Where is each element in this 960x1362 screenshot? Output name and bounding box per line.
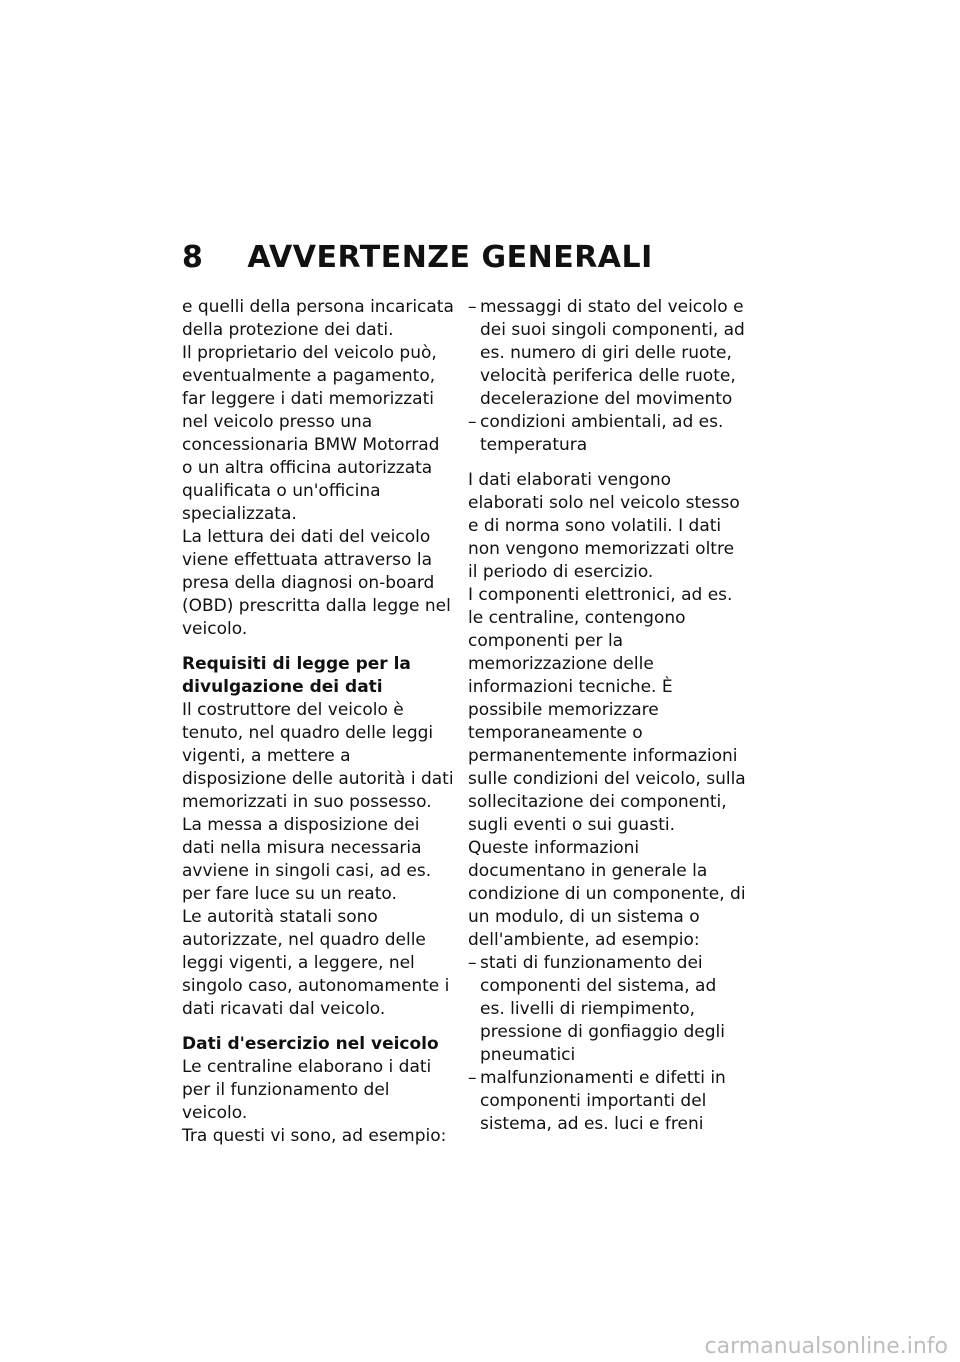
paragraph: Il costruttore del veicolo è tenuto, nel quadro delle leggi vigenti, a mettere a disposizione delle autorità i dati memorizzati in suo possesso. La messa a disposizione dei dati nella misura necessaria avviene in singoli casi, ad es. per fare luce su un reato.: [182, 700, 454, 904]
paragraph: I dati elaborati vengono elaborati solo nel veicolo stesso e di norma sono volatili. I dati non vengono memorizzati oltre il periodo di esercizio.: [468, 470, 740, 582]
chapter-number: 8: [182, 240, 204, 275]
paragraph: Queste informazioni documentano in generale la condizione di un componente, di un modulo, di un sistema o dell'ambiente, ad esempio:: [468, 838, 746, 950]
list-item: – stati di funzionamento dei componenti del sistema, ad es. livelli di riempimento, pressione di gonfiaggio degli pneumatici: [468, 952, 746, 1067]
paragraph: Le centraline elaborano i dati per il funzionamento del veicolo.: [182, 1057, 432, 1123]
left-column: [182, 296, 454, 1148]
paragraph: Le autorità statali sono autorizzate, nel quadro delle leggi vigenti, a leggere, nel singolo caso, autonomamente i dati ricavati dal veicolo.: [182, 907, 450, 1019]
bullet-list: [468, 952, 746, 1136]
watermark: carmanualsonline.info: [704, 1334, 948, 1359]
paragraph: Il proprietario del veicolo può, eventualmente a pagamento, far leggere i dati memorizzati nel veicolo presso una concessionaria BMW Motorrad o un altra officina autorizzata qualificata o un'officina specializzata.: [182, 343, 440, 524]
chapter-title: AVVERTENZE GENERALI: [247, 240, 653, 275]
list-item: – condizioni ambientali, ad es. temperatura: [468, 411, 746, 457]
section-heading: Dati d'esercizio nel veicolo: [182, 1034, 439, 1054]
section-heading: Requisiti di legge per la divulgazione dei dati: [182, 654, 411, 697]
bullet-list: [468, 296, 746, 457]
list-item: – messaggi di stato del veicolo e dei suoi singoli componenti, ad es. numero di giri delle ruote, velocità periferica delle ruote, decelerazione del movimento: [468, 296, 746, 411]
paragraph: La lettura dei dati del veicolo viene effettuata attraverso la presa della diagnosi on-board (OBD) prescritta dalla legge nel veicolo.: [182, 527, 451, 639]
chapter-header: [182, 240, 653, 275]
paragraph: Tra questi vi sono, ad esempio:: [182, 1126, 447, 1146]
paragraph: e quelli della persona incaricata della protezione dei dati.: [182, 297, 454, 340]
paragraph: I componenti elettronici, ad es. le centraline, contengono componenti per la memorizzazione delle informazioni tecniche. È possibile memorizzare temporaneamente o permanentemente informazioni sulle condizioni del veicolo, sulla sollecitazione dei componenti, sugli eventi o sui guasti.: [468, 585, 746, 835]
right-column: [468, 296, 746, 1136]
list-item: – malfunzionamenti e difetti in componenti importanti del sistema, ad es. luci e freni: [468, 1067, 746, 1136]
